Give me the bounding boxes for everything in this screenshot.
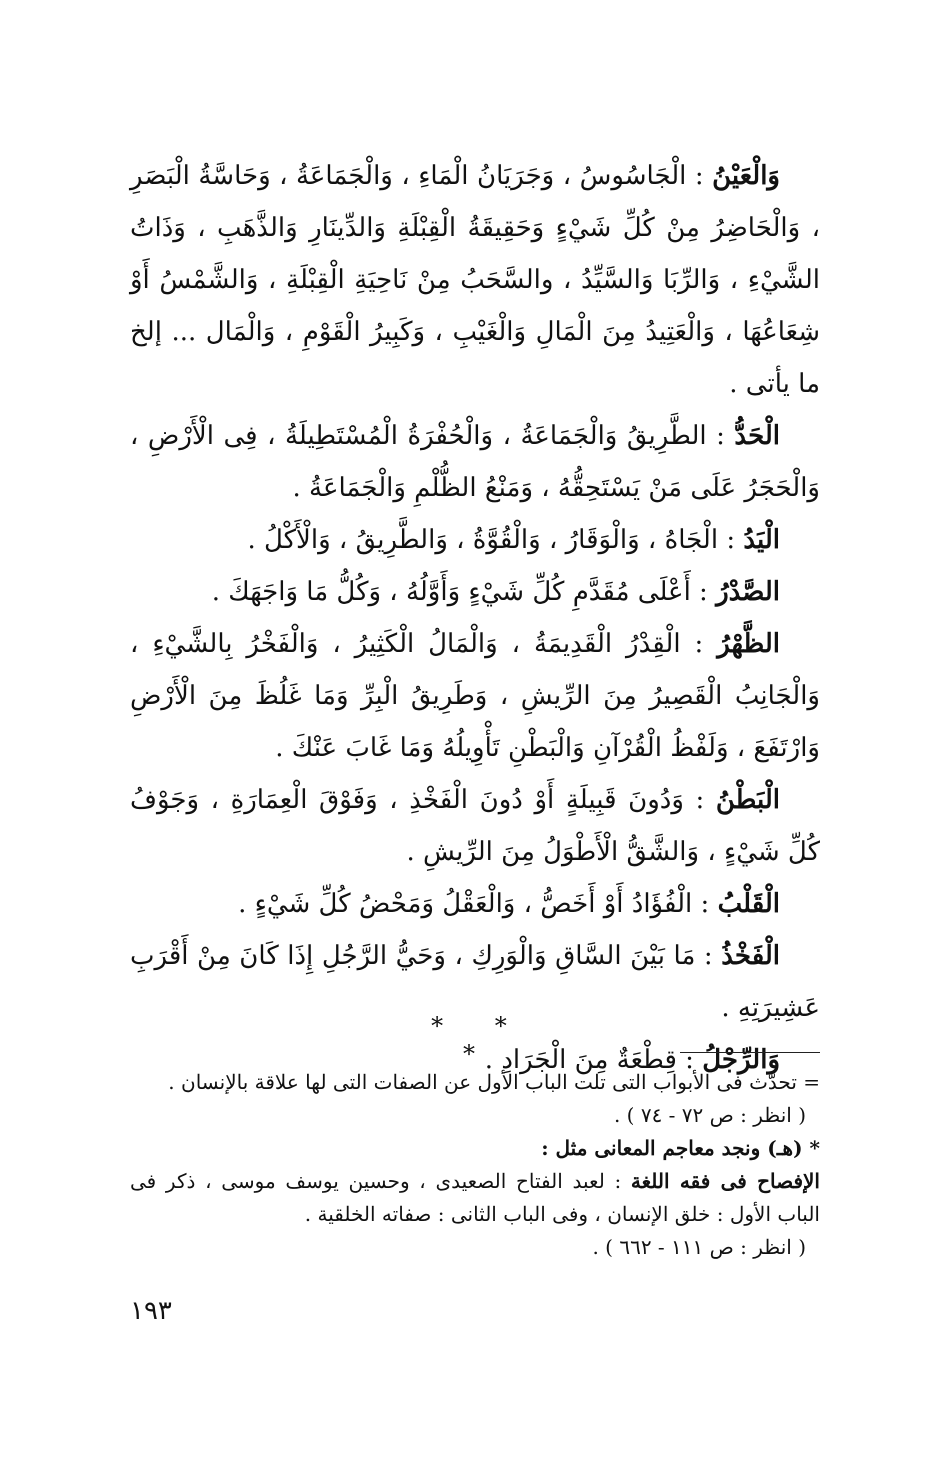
headword: الصَّدْرُ	[716, 577, 780, 607]
definition: : مَا بَيْنَ السَّاقِ وَالْوَرِكِ ، وَحَيُّ الرَّجُلِ إِذَا كَانَ مِنْ أَقْرَبِ عَشِيرَتِهِ .	[130, 941, 820, 1023]
footnote-heading: * (هـ) ونجد معاجم المعانى مثل :	[541, 1136, 820, 1160]
entry-yad	[130, 514, 820, 566]
definition: : قِطْعَةٌ مِنَ الْجَرَادِ .	[484, 1045, 703, 1075]
entry-hadd	[130, 410, 820, 514]
source-description: : لعبد الفتاح الصعيدى ، وحسين يوسف موسى ، ذكر فى الباب الأول : خلق الإنسان ، وفى الباب الثانى : صفاته الخلقية .	[130, 1169, 820, 1226]
headword: وَالْعَيْنُ	[712, 161, 780, 191]
definition: : أَعْلَى مُقَدَّمِ كُلِّ شَيْءٍ وَأَوَّلُهُ ، وَكُلُّ مَا وَاجَهَكَ .	[211, 577, 717, 607]
source-title: الإفصاح فى فقه اللغة	[630, 1169, 820, 1193]
definition: : الطَّرِيقُ وَالْجَمَاعَةُ ، وَالْحُفْرَةُ الْمُسْتَطِيلَةُ ، فِى الْأَرْضِ ، وَالْحَجَرُ عَلَى مَنْ يَسْتَحِقُّهُ ، وَمَنْعُ الظُّلْمِ وَالْجَمَاعَةُ .	[130, 421, 820, 503]
definition: : الْجَاهُ ، وَالْوَقَارُ ، وَالْقُوَّةُ ، وَالطَّرِيقُ ، وَالْأَكْلُ .	[247, 525, 744, 555]
entry-batn	[130, 774, 820, 878]
footnote-divider	[680, 1052, 820, 1053]
section-separator: * * *	[431, 1012, 529, 1068]
entry-ayn	[130, 150, 820, 410]
headword: وَالرِّجْلُ	[702, 1045, 780, 1075]
headword: الْبَطْنُ	[715, 785, 780, 815]
definition: : الْجَاسُوسُ ، وَجَرَيَانُ الْمَاءِ ، وَالْجَمَاعَةُ ، وَحَاسَّةُ الْبَصَرِ ، وَالْحَاضِرُ مِنْ كُلِّ شَيْءٍ وَحَقِيقَةُ الْقِبْلَةِ وَالدِّينَارِ وَالذَّهَبِ ، وَذَاتُ الشَّيْءِ ، وَالرِّبَا وَالسَّيِّدُ ، والسَّحَبُ مِنْ نَاحِيَةِ الْقِبْلَةِ ، وَالشَّمْسُ أَوْ شِعَاعُهَا ، وَالْعَتِيدُ مِنَ الْمَالِ وَالْغَيْبِ ، وَكَبِيرُ الْقَوْمِ ، وَالْمَال ... إلخ ما يأتى .	[130, 161, 820, 399]
definition: : الْفُؤَادُ أَوْ أَخَصُّ ، وَالْعَقْلُ وَمَحْضُ كُلِّ شَيْءٍ .	[238, 889, 718, 919]
footnotes	[130, 1066, 820, 1264]
page-number: ١٩٣	[130, 1296, 172, 1326]
dictionary-entries	[130, 150, 820, 1086]
entry-sadr	[130, 566, 820, 618]
headword: الْحَدُّ	[734, 421, 780, 451]
footnote-source	[130, 1165, 820, 1231]
footnote-reference: ( انظر : ص ٧٢ - ٧٤ ) .	[613, 1103, 806, 1127]
headword: الْيَدُ	[743, 525, 780, 555]
headword: الظَّهْرُ	[717, 629, 780, 659]
definition: : وَدُونَ قَبِيلَةٍ أَوْ دُونَ الْفَخْذِ ، وَفَوْقَ الْعِمَارَةِ ، وَجَوْفُ كُلِّ شَيْءٍ ، وَالشَّقُّ الْأَطْوَلُ مِنَ الرِّيشِ .	[130, 785, 820, 867]
headword: الْقَلْبُ	[717, 889, 780, 919]
footnote-reference-2: ( انظر : ص ١١١ - ٦٦٢ ) .	[592, 1235, 806, 1259]
footnote-continuation: = تحدّث فى الأبواب التى تلت الباب الأول عن الصفات التى لها علاقة بالإنسان .	[168, 1070, 820, 1094]
headword: الْفَخْذُ	[721, 941, 780, 971]
entry-qalb	[130, 878, 820, 930]
definition: : الْقِدْرُ الْقَدِيمَةُ ، وَالْمَالُ الْكَثِيرُ ، وَالْفَخْرُ بِالشَّيْءِ ، وَالْجَانِبُ الْقَصِيرُ مِنَ الرِّيشِ ، وَطَرِيقُ الْبِرِّ وَمَا غَلُظَ مِنَ الْأَرْضِ وَارْتَفَعَ ، وَلَفْظُ الْقُرْآنِ وَالْبَطْنِ تَأْوِيلُهُ وَمَا غَابَ عَنْكَ .	[130, 629, 820, 763]
entry-zahr	[130, 618, 820, 774]
